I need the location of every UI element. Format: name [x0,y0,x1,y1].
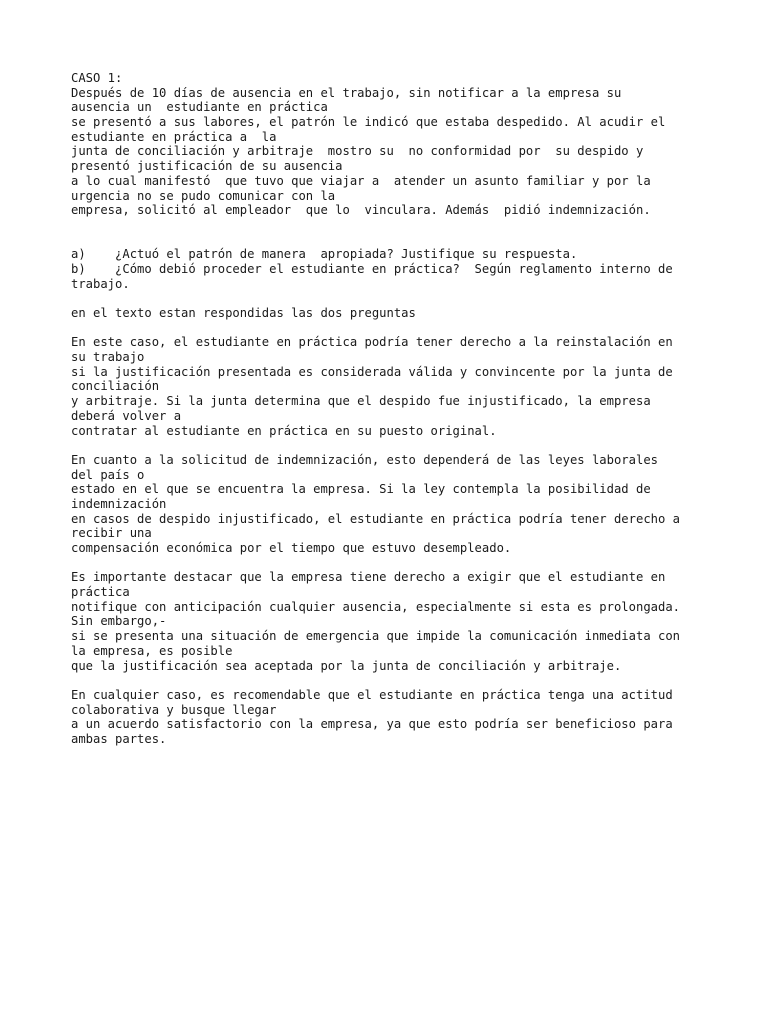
text-line: Es importante destacar que la empresa tiene derecho a exigir que el estudiante en [71,570,666,585]
text-line: en casos de despido injustificado, el estudiante en práctica podría tener derecho a [71,511,681,526]
text-line: del país o [71,467,145,482]
text-line: que la justificación sea aceptada por la junta de conciliación y arbitraje. [71,658,622,673]
text-line: indemnización [71,496,167,511]
text-line: estudiante en práctica a la [71,129,277,144]
text-line: compensación económica por el tiempo que estuvo desempleado. [71,541,512,555]
blank-line [71,673,711,688]
text-line: si la justificación presentada es considerada válida y convincente por la junta de [71,364,673,379]
text-line: su trabajo [71,350,145,365]
blank-line [71,321,711,336]
text-line: notifique con anticipación cualquier ausencia, especialmente si esta es prolongada. [71,599,681,614]
text-line: práctica [71,585,130,600]
text-line: a lo cual manifestó que tuvo que viajar a atender un asunto familiar y por la [71,173,651,188]
text-line: En este caso, el estudiante en práctica podría tener derecho a la reinstalación en [71,335,673,350]
text-line: ambas partes. [71,731,167,746]
text-line: se presentó a sus labores, el patrón le indicó que estaba despedido. Al acudir el [71,115,666,130]
text-line: presentó justificación de su ausencia [71,159,343,174]
text-line: urgencia no se pudo comunicar con la [71,188,336,203]
blank-line [71,218,711,233]
text-line: colaborativa y busque llegar [71,702,277,717]
document-body [71,71,711,747]
text-line: En cualquier caso, es recomendable que el estudiante en práctica tenga una actitud [71,687,673,702]
blank-line [71,556,711,571]
blank-line [71,438,711,453]
text-line: la empresa, es posible [71,643,233,658]
text-line: deberá volver a [71,408,182,423]
text-line: ausencia un estudiante en práctica [71,100,328,115]
text-line: y arbitraje. Si la junta determina que el despido fue injustificado, la empresa [71,394,651,409]
text-line: conciliación [71,379,160,394]
text-line: recibir una [71,526,152,541]
text-line: trabajo. [71,276,130,291]
text-line: si se presenta una situación de emergencia que impide la comunicación inmediata con [71,629,681,644]
blank-line [71,291,711,306]
text-line: a un acuerdo satisfactorio con la empresa, ya que esto podría ser beneficioso para [71,717,673,732]
question-b: b) ¿Cómo debió proceder el estudiante en práctica? Según reglamento interno de [71,261,673,276]
text-line: Sin embargo,- [71,614,167,629]
text-line: CASO 1: [71,71,123,85]
blank-line [71,233,711,248]
text-line: junta de conciliación y arbitraje mostro su no conformidad por su despido y [71,144,644,159]
text-line: en el texto estan respondidas las dos preguntas [71,306,416,320]
text-line: estado en el que se encuentra la empresa. Si la ley contempla la posibilidad de [71,482,651,497]
text-line: empresa, solicitó al empleador que lo vinculara. Además pidió indemnización. [71,203,651,218]
text-line: En cuanto a la solicitud de indemnización, esto dependerá de las leyes laborales [71,452,658,467]
text-line: Después de 10 días de ausencia en el trabajo, sin notificar a la empresa su [71,85,622,100]
text-line: contratar al estudiante en práctica en su puesto original. [71,423,497,438]
question-a: a) ¿Actuó el patrón de manera apropiada? Justifique su respuesta. [71,247,578,262]
